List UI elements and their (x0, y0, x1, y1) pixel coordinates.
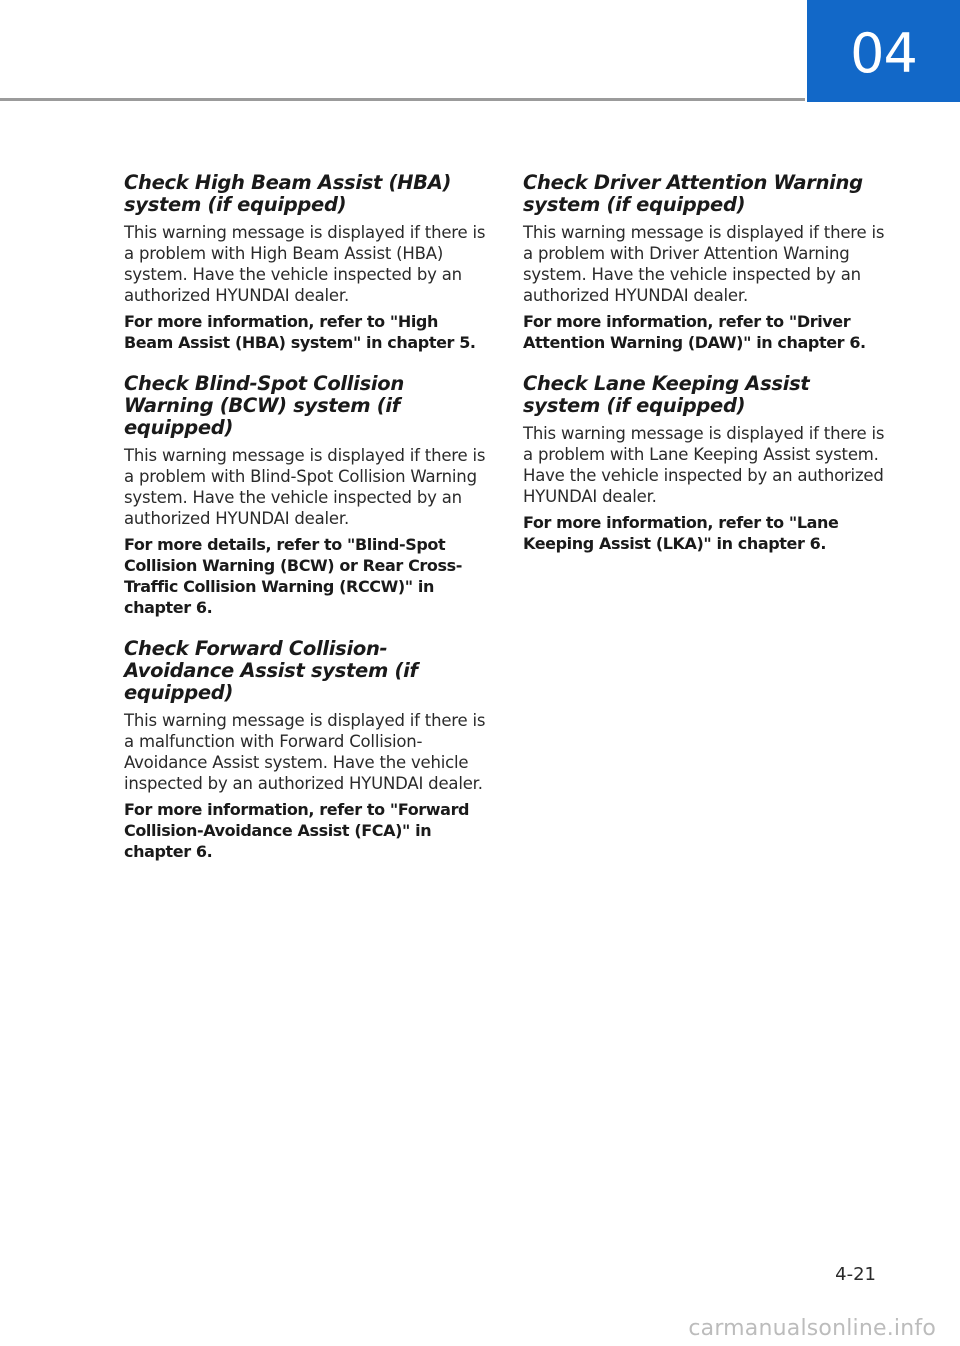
section-reference: For more details, refer to "Blind-Spot Collision Warning (BCW) or Rear Cross-Traffic Collision Warning (RCCW)" in chapter 6. (124, 535, 462, 617)
section-fca (124, 638, 486, 862)
header-rule (0, 98, 805, 101)
section-title: Check Driver Attention Warning system (if equipped) (523, 171, 863, 216)
section-body: This warning message is displayed if there is a problem with Blind-Spot Collision Warning system. Have the vehicle inspected by an authorized HYUNDAI dealer. (124, 446, 486, 528)
page-number: 4-21 (835, 1264, 876, 1285)
section-reference: For more information, refer to "Lane Keeping Assist (LKA)" in chapter 6. (523, 513, 839, 553)
section-title: Check High Beam Assist (HBA) system (if equipped) (124, 171, 452, 216)
section-body: This warning message is displayed if there is a problem with Driver Attention Warning system. Have the vehicle inspected by an authorized HYUNDAI dealer. (523, 223, 885, 305)
section-lka (523, 373, 885, 554)
section-body: This warning message is displayed if there is a problem with Lane Keeping Assist system. Have the vehicle inspected by an authorized HYUNDAI dealer. (523, 424, 885, 506)
section-title: Check Lane Keeping Assist system (if equipped) (523, 372, 810, 417)
section-hba (124, 172, 486, 353)
section-reference: For more information, refer to "Forward Collision-Avoidance Assist (FCA)" in chapter 6. (124, 800, 470, 861)
left-column (124, 172, 486, 882)
section-title: Check Blind-Spot Collision Warning (BCW) system (if equipped) (124, 372, 404, 439)
section-body: This warning message is displayed if there is a problem with High Beam Assist (HBA) system. Have the vehicle inspected by an authorized HYUNDAI dealer. (124, 223, 486, 305)
section-title: Check Forward Collision-Avoidance Assist system (if equipped) (124, 637, 418, 704)
right-column (523, 172, 885, 574)
section-bcw (124, 373, 486, 618)
watermark: carmanualsonline.info (688, 1316, 936, 1341)
section-body: This warning message is displayed if there is a malfunction with Forward Collision-Avoidance Assist system. Have the vehicle inspected by an authorized HYUNDAI dealer. (124, 711, 486, 793)
chapter-tab: 04 (807, 0, 960, 102)
section-daw (523, 172, 885, 353)
section-reference: For more information, refer to "High Beam Assist (HBA) system" in chapter 5. (124, 312, 476, 352)
section-reference: For more information, refer to "Driver Attention Warning (DAW)" in chapter 6. (523, 312, 866, 352)
